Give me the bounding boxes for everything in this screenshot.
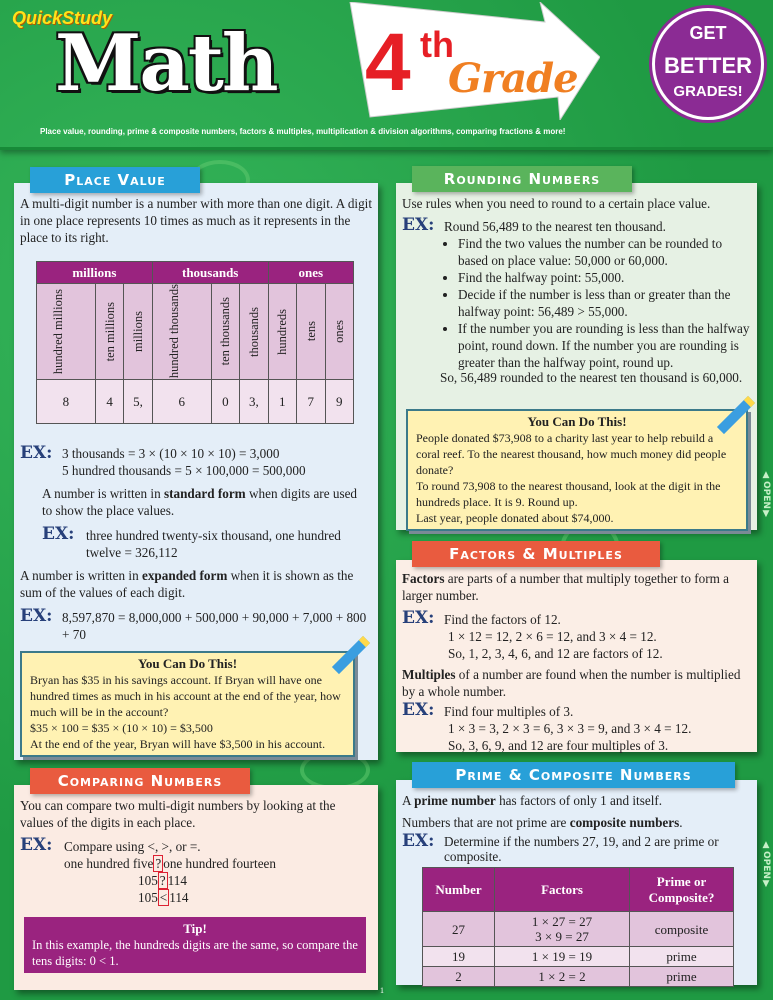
column-header: millions: [131, 311, 146, 352]
factor-line: 3 × 9 = 27: [535, 929, 589, 944]
column-header: tens: [303, 321, 318, 342]
cell: [495, 912, 630, 947]
example-line: Find four multiples of 3.: [444, 704, 574, 719]
page-number: 1: [380, 986, 384, 995]
list-item: • If the number you are rounding is less than the halfway point, round down. If the number you are rounding is greater than the halfway point, round up.: [458, 320, 750, 371]
rounding-intro: Use rules when you need to round to a certain place value.: [402, 196, 711, 211]
rounding-example: Round 56,489 to the nearest ten thousand.: [444, 219, 666, 234]
you-can-do-this-box: [20, 651, 355, 757]
side-label-text: OPEN: [761, 851, 771, 879]
box-title: You Can Do This!: [137, 656, 238, 671]
factor-line: 1 × 27 = 27: [531, 914, 593, 929]
group-header: ones: [268, 262, 353, 284]
text: 114: [169, 890, 189, 905]
comparing-intro: You can compare two multi-digit numbers by looking at the values of the digits in each place.: [20, 798, 336, 830]
column-header: hundred thousands: [166, 284, 181, 379]
example-line: Find the factors of 12.: [444, 612, 561, 627]
text: A: [402, 793, 415, 808]
comparison-box: ?: [159, 873, 166, 888]
factors-example: [444, 611, 663, 662]
open-side-label: ▲ OPEN ▼: [761, 840, 771, 889]
example-line: 1 × 12 = 12, 2 × 6 = 12, and 3 × 4 = 12.: [448, 629, 657, 644]
subtitle: Place value, rounding, prime & composite numbers, factors & multiples, multiplication & division algorithms, comparing fractions & more!: [40, 127, 566, 136]
example-1: [62, 445, 306, 479]
text: has factors of only 1 and itself.: [495, 793, 663, 808]
prime-definition: [402, 792, 662, 809]
term: composite numbers: [569, 815, 680, 830]
term: expanded form: [141, 568, 228, 583]
ex-label: EX:: [402, 831, 435, 851]
term: standard form: [163, 486, 246, 501]
box-text: Last year, people donated about $74,000.: [416, 511, 614, 525]
place-value-heading: Place Value: [30, 167, 200, 193]
text: .: [679, 815, 683, 830]
cell: composite: [630, 912, 734, 947]
digit-cell: 5,: [124, 380, 152, 424]
box-text: $35 × 100 = $35 × (10 × 10) = $3,500: [30, 721, 213, 735]
text: 105: [138, 873, 158, 888]
grade-number: 4: [365, 17, 411, 108]
tip-title: Tip!: [183, 921, 207, 936]
rounding-conclusion: So, 56,489 rounded to the nearest ten thousand is 60,000.: [440, 370, 743, 385]
text: A number is written in: [42, 486, 164, 501]
digit-cell: 9: [325, 380, 354, 424]
column-header: ten millions: [102, 301, 117, 362]
example-2: three hundred twenty-six thousand, one hundred twelve = 326,112: [86, 528, 341, 560]
cell: 19: [423, 947, 495, 967]
factors-panel: [396, 560, 757, 752]
you-can-do-this-box: [406, 409, 748, 531]
digit-cell: 0: [211, 380, 239, 424]
example-line: [64, 889, 276, 906]
cell: 27: [423, 912, 495, 947]
ex-label: EX:: [402, 700, 435, 720]
cell: 1 × 2 = 2: [495, 967, 630, 987]
ex-label: EX:: [402, 215, 435, 235]
table-row: [423, 947, 734, 967]
standard-form-text: [42, 485, 362, 519]
box-text: To round 73,908 to the nearest thousand, look at the digit in the hundreds place. It is 9. Round up.: [416, 479, 721, 509]
text: are parts of a number that multiply together to form a larger number.: [402, 571, 730, 603]
comparison-box: ?: [155, 856, 162, 871]
ex-label: EX:: [402, 608, 435, 628]
cell: 1 × 19 = 19: [495, 947, 630, 967]
comparing-panel: [14, 785, 378, 990]
term: prime number: [414, 793, 496, 808]
example-line: Compare using <, >, or =.: [64, 839, 201, 854]
table-row: [423, 912, 734, 947]
box-text: At the end of the year, Bryan will have $3,500 in his account.: [30, 737, 326, 751]
example-line: 3 thousands = 3 × (10 × 10 × 10) = 3,000: [62, 446, 280, 461]
text: one hundred fourteen: [163, 856, 277, 871]
column-header: hundreds: [275, 308, 290, 355]
prime-example: Determine if the numbers 27, 19, and 2 are prime or composite.: [444, 834, 719, 864]
example-line: [64, 855, 276, 872]
factors-definition: [402, 570, 752, 604]
list-item: • Find the two values the number can be rounded to based on place value: 50,000 or 60,000.: [458, 235, 750, 269]
badge-text: BETTER: [664, 53, 752, 78]
column-header: Prime or Composite?: [630, 868, 734, 912]
list-item: • Decide if the number is less than or greater than the halfway point: 56,489 > 55,000.: [458, 286, 750, 320]
badge-text: GET: [689, 23, 727, 43]
comparison-box: <: [159, 890, 168, 905]
column-header: ten thousands: [218, 297, 233, 366]
text: 105: [138, 890, 158, 905]
get-better-grades-badge: [652, 8, 764, 120]
text: A number is written in: [20, 568, 142, 583]
prime-heading: Prime & Composite Numbers: [412, 762, 735, 788]
digit-cell: 8: [37, 380, 96, 424]
side-label-text: OPEN: [761, 481, 771, 509]
text: 114: [167, 873, 187, 888]
comparing-example: [64, 838, 276, 906]
column-header: ones: [332, 320, 347, 343]
factors-heading: Factors & Multiples: [412, 541, 660, 567]
box-text: People donated $73,908 to a charity last year to help rebuild a coral reef. To the nearest thousand, how much money did people donate?: [416, 431, 727, 477]
box-text: Bryan has $35 in his savings account. If Bryan will have one hundred times as much in his account at the end of the year, how much will be in the account?: [30, 673, 341, 719]
open-side-label: ▲ OPEN ▼: [761, 470, 771, 519]
example-line: So, 1, 2, 3, 4, 6, and 12 are factors of 12.: [448, 646, 663, 661]
example-line: 5 hundred thousands = 5 × 100,000 = 500,000: [62, 463, 306, 478]
text: when it is shown as the sum of the values of each digit.: [20, 568, 354, 600]
cell: 2: [423, 967, 495, 987]
example-line: 1 × 3 = 3, 2 × 3 = 6, 3 × 3 = 9, and 3 × 4 = 12.: [448, 721, 692, 736]
term: Multiples: [402, 667, 456, 682]
place-value-table: [36, 261, 354, 424]
text: when digits are used to show the place values.: [42, 486, 358, 518]
rounding-heading: Rounding Numbers: [412, 166, 632, 192]
text: of a number are found when the number is multiplied by a whole number.: [402, 667, 741, 699]
place-value-intro: A multi-digit number is a number with more than one digit. A digit in one place represents 10 times as much as it represents in the place to its right.: [20, 196, 372, 245]
composite-definition: [402, 814, 683, 831]
digit-cell: 7: [297, 380, 325, 424]
text: one hundred five: [64, 856, 154, 871]
prime-composite-table: [422, 867, 734, 987]
list-item: • Find the halfway point: 55,000.: [458, 269, 750, 286]
column-header: Number: [423, 868, 495, 912]
column-header: thousands: [246, 306, 261, 357]
group-header: thousands: [152, 262, 268, 284]
digit-cell: 3,: [240, 380, 268, 424]
expanded-form-text: [20, 567, 376, 601]
page-title: Math: [55, 18, 277, 109]
brand-logo: QuickStudy: [12, 8, 113, 28]
multiples-definition: [402, 666, 752, 700]
grade-word: Grade: [448, 55, 578, 102]
ex-label: EX:: [20, 606, 53, 626]
column-header: Factors: [495, 868, 630, 912]
rounding-panel: [396, 183, 757, 530]
header: [0, 0, 773, 150]
example-3: 8,597,870 = 8,000,000 + 500,000 + 90,000 + 7,000 + 800 + 70: [62, 610, 367, 642]
badge-text: GRADES!: [673, 83, 743, 100]
place-value-panel: [14, 183, 378, 760]
ex-label: EX:: [20, 835, 53, 855]
grade-suffix: th: [420, 24, 454, 65]
term: Factors: [402, 571, 445, 586]
tip-box: [24, 917, 366, 973]
digit-cell: 6: [152, 380, 211, 424]
tip-text: In this example, the hundreds digits are the same, so compare the tens digits: 0 < 1.: [32, 938, 358, 968]
text: Numbers that are not prime are: [402, 815, 570, 830]
cell: prime: [630, 947, 734, 967]
digit-cell: 4: [95, 380, 123, 424]
example-line: So, 3, 6, 9, and 12 are four multiples of 3.: [448, 738, 669, 753]
cell: prime: [630, 967, 734, 987]
box-title: You Can Do This!: [527, 414, 627, 429]
prime-panel: [396, 780, 757, 985]
column-header: hundred millions: [50, 288, 65, 375]
rounding-steps: [440, 235, 750, 371]
comparing-heading: Comparing Numbers: [30, 768, 250, 794]
ex-label: EX:: [42, 524, 75, 544]
example-line: [64, 872, 276, 889]
multiples-example: [444, 703, 691, 754]
table-row: [423, 967, 734, 987]
group-header: millions: [37, 262, 153, 284]
digit-cell: 1: [268, 380, 296, 424]
ex-label: EX:: [20, 443, 53, 463]
